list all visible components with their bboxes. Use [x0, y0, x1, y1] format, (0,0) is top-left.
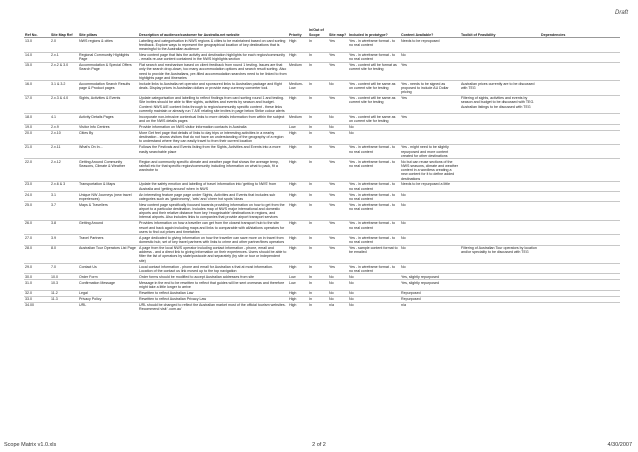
- table-cell: 2.x.11: [50, 144, 78, 158]
- table-cell: No: [328, 296, 348, 302]
- table-body: [24, 38, 620, 312]
- table-cell: Transportation & Maps: [78, 182, 138, 192]
- table-row: [24, 114, 620, 124]
- table-cell: Provide information on NWS visitor information contacts in Australia: [138, 124, 288, 130]
- table-cell: No: [348, 124, 400, 130]
- table-cell: No: [328, 280, 348, 290]
- table-cell: Low: [288, 124, 308, 130]
- table-row: [24, 144, 620, 158]
- table-cell: Rewritten to reflect Australian Privacy Law: [138, 296, 288, 302]
- table-cell: 3.1 & 3.2: [50, 81, 78, 95]
- table-cell: 2.x.12: [50, 159, 78, 182]
- table-cell: [540, 130, 620, 144]
- table-cell: Maps & Travellers: [78, 202, 138, 221]
- table-cell: 28.0: [24, 245, 50, 264]
- table-cell: NWS regions & cities: [78, 38, 138, 52]
- table-cell: High: [288, 144, 308, 158]
- table-cell: [460, 114, 540, 124]
- table-cell: Travel Partners: [78, 235, 138, 245]
- table-cell: [50, 302, 78, 312]
- table-cell: In: [308, 182, 328, 192]
- table-cell: [540, 280, 620, 290]
- table-row: [24, 95, 620, 114]
- table-cell: In: [308, 95, 328, 114]
- table-cell: n/a: [328, 302, 348, 312]
- table-cell: In: [308, 144, 328, 158]
- table-cell: Yes - in wireframe format - to no real content: [348, 221, 400, 235]
- table-cell: Yes - might need to be slightly repurposed and more content created for other destinations: [400, 144, 460, 158]
- table-cell: [460, 280, 540, 290]
- table-cell: A page from the local NWS operator including contact information - phone, email and address - and a direct link to giving information on their experiences. Users should be able to filter the list of operators by state/postcode and separately (by site or tour or independent site): [139, 246, 287, 263]
- table-cell: No: [328, 124, 348, 130]
- table-cell: In: [308, 81, 328, 95]
- table-cell: Yes: [328, 202, 348, 221]
- table-cell: 20.0: [24, 130, 50, 144]
- table-cell: No: [328, 274, 348, 280]
- table-cell: [540, 38, 620, 52]
- table-cell: Yes - in wireframe format - to no real content: [348, 202, 400, 221]
- table-cell: [460, 264, 540, 274]
- table-cell: Yes - content will be same as on current site for testing: [348, 114, 400, 124]
- table-cell: 7.0: [50, 264, 78, 274]
- table-cell: n/a: [400, 302, 460, 312]
- table-row: [24, 235, 620, 245]
- table-cell: In: [308, 296, 328, 302]
- table-cell: High: [288, 290, 308, 296]
- table-cell: Medium: [288, 62, 308, 81]
- table-cell: In: [308, 235, 328, 245]
- table-cell: In: [308, 280, 328, 290]
- table-cell: 16.0: [24, 81, 50, 95]
- column-header: Toolkit of Feasibility: [460, 28, 540, 38]
- table-cell: Yes: [328, 38, 348, 52]
- table-cell: Medium-Low: [288, 81, 308, 95]
- table-cell: [460, 202, 540, 221]
- table-cell: Yes: [328, 245, 348, 264]
- table-cell: New content page that lists the activity and destination highlights for each region/community - emails re-use content contained in the NWS highlights section: [138, 52, 288, 62]
- table-cell: 10.3: [50, 280, 78, 290]
- draft-label: Draft: [614, 10, 628, 16]
- table-cell: High: [288, 221, 308, 235]
- table-cell: Yes - in wireframe format - to no real content: [348, 52, 400, 62]
- table-cell: [540, 182, 620, 192]
- table-row: [24, 159, 620, 182]
- table-cell: In: [308, 38, 328, 52]
- table-cell: 29.0: [24, 264, 50, 274]
- table-cell: In: [308, 221, 328, 235]
- table-cell: Local contact information - phone and email for Australian s that at most information. Location of the contact us link moved up to the top navigation: [138, 264, 288, 274]
- table-cell: Flat search and mechanism based on client feedback from round 1 testing. Issues are that only the search drop-down, too many accommodation options and search result sorting. Also need to provide the Australians, pre-filled accommodation searches need to be linked to from highlights page and itineraries: [139, 63, 287, 80]
- table-cell: An interesting feature page page under Sights, Activities and Events that includes sub categories such as 'gastronomy', 'arts' and 'cheer hot spots' ideas: [138, 192, 288, 202]
- table-cell: 26.0: [24, 221, 50, 235]
- table-cell: [540, 95, 620, 114]
- table-cell: No: [400, 264, 460, 274]
- table-cell: [460, 62, 540, 81]
- table-cell: URL: [78, 302, 138, 312]
- column-header: Site pillars: [78, 28, 138, 38]
- table-cell: Yes - needs to be signed as proposed to include AU Dollar pricing: [400, 81, 460, 95]
- table-cell: In: [308, 159, 328, 182]
- table-cell: In: [308, 124, 328, 130]
- table-cell: Yes - content will be same as current site for testing: [348, 95, 400, 114]
- table-cell: [540, 192, 620, 202]
- table-cell: High: [288, 192, 308, 202]
- table-cell: [460, 130, 540, 144]
- table-cell: 8.0: [50, 245, 78, 264]
- table-cell: Yes, slightly repurposed: [400, 274, 460, 280]
- table-cell: No: [348, 296, 400, 302]
- table-cell: New content page specifically focused towards providing information on how to get from the airport to a particular destination. Includes map of NWS major international and domestic airports and their relative distance from key 'recognisable' destinations in regions, and Internal airports. Also includes links to companies that provide airport transport services: [138, 202, 288, 221]
- table-cell: Provides information on how a traveller can get from the closest transport hub to the site resort and back again including maps and links to comparable with all/stations operators for users to find out prices and timetables: [138, 221, 288, 235]
- table-cell: Incorporate non-intrusive contextual links to more details information from within the subject and on the NWS details pages: [138, 114, 288, 124]
- table-row: [24, 192, 620, 202]
- table-cell: Contact Us: [78, 264, 138, 274]
- table-cell: No: [348, 274, 400, 280]
- table-cell: Yes: [328, 264, 348, 274]
- table-cell: [460, 52, 540, 62]
- table-row: [24, 81, 620, 95]
- table-cell: 3.1: [50, 192, 78, 202]
- table-cell: Confirmation Message: [78, 280, 138, 290]
- table-cell: [460, 302, 540, 312]
- table-cell: 4.1: [50, 114, 78, 124]
- table-cell: 14.0: [24, 52, 50, 62]
- table-cell: No: [348, 290, 400, 296]
- table-cell: [540, 202, 620, 221]
- table-cell: High: [288, 130, 308, 144]
- table-cell: Filtering of sights, activities and events by season and budget to be discussed with TEG. Australian listings to be discussed with TEG: [460, 95, 540, 114]
- table-cell: No: [328, 81, 348, 95]
- table-cell: Unique NW Journeys (new travel experiences): [78, 192, 138, 202]
- column-header: Included in prototype?: [348, 28, 400, 38]
- table-row: [24, 62, 620, 81]
- table-cell: [460, 159, 540, 182]
- table-cell: Accommodation Search Results page & Product pages: [78, 81, 138, 95]
- table-row: [24, 221, 620, 235]
- table-cell: Yes: [328, 159, 348, 182]
- table-cell: Yes: [400, 95, 460, 114]
- table-cell: Yes - in wireframe format - to no real content: [348, 264, 400, 274]
- table-cell: Visitor Info Centres: [78, 124, 138, 130]
- table-cell: Regional Community Highlights Page: [78, 52, 138, 62]
- table-cell: [540, 221, 620, 235]
- table-cell: Yes: [400, 114, 460, 124]
- table-cell: 22.0: [24, 159, 50, 182]
- table-cell: [460, 192, 540, 202]
- table-cell: Filtering of Australian Tour operators by location and/or speciality to be discussed with TEG: [460, 245, 540, 264]
- table-cell: High: [288, 159, 308, 182]
- scope-matrix-table: [24, 28, 620, 312]
- table-cell: [540, 114, 620, 124]
- column-header: Site map?: [328, 28, 348, 38]
- table-cell: In: [308, 245, 328, 264]
- table-cell: Yes - in wireframe format - to no real content: [348, 38, 400, 52]
- table-cell: Privacy Policy: [78, 296, 138, 302]
- table-cell: 2.x.1: [50, 52, 78, 62]
- table-cell: 24.0: [24, 192, 50, 202]
- table-cell: Region and community specific climate and weather page that shows the average temp, rainfall etc for that specific region/community including information on what to pack, fit a wardrobe to: [138, 159, 288, 182]
- table-cell: What's On In...: [78, 144, 138, 158]
- table-cell: No but can reuse sections of the NWS seasons, climate and weather content in a wordless creating a new content for it to define added destinations: [400, 159, 460, 182]
- table-cell: 2.0: [50, 38, 78, 52]
- table-cell: Yes - in wireframe format - to no real content: [348, 159, 400, 182]
- table-cell: 17.0: [24, 95, 50, 114]
- table-cell: 21.0: [24, 144, 50, 158]
- table-cell: High: [288, 264, 308, 274]
- table-cell: Cities By: [78, 130, 138, 144]
- table-cell: In: [308, 52, 328, 62]
- table-cell: High: [288, 235, 308, 245]
- column-header: Content Available?: [400, 28, 460, 38]
- table-cell: [460, 144, 540, 158]
- table-cell: 2.x.6 & 3: [50, 182, 78, 192]
- table-cell: Yes: [328, 144, 348, 158]
- table-cell: [540, 235, 620, 245]
- table-cell: 13.0: [24, 38, 50, 52]
- table-cell: High: [288, 296, 308, 302]
- table-cell: 32.0: [24, 290, 50, 296]
- table-cell: 11.2: [50, 290, 78, 296]
- table-cell: 31.0: [24, 280, 50, 290]
- table-cell: No: [348, 280, 400, 290]
- table-row: [24, 52, 620, 62]
- column-header: Ref No.: [24, 28, 50, 38]
- table-cell: Yes: [328, 95, 348, 114]
- footer-date: 4/30/2007: [607, 442, 632, 448]
- table-cell: No: [348, 302, 400, 312]
- table-cell: High: [288, 202, 308, 221]
- table-row: [24, 280, 620, 290]
- table-cell: In: [308, 130, 328, 144]
- table-cell: High: [288, 245, 308, 264]
- table-cell: Yes: [328, 192, 348, 202]
- table-cell: Yes: [328, 182, 348, 192]
- table-row: [24, 264, 620, 274]
- table-cell: Getting Around: [78, 221, 138, 235]
- table-cell: Yes: [328, 235, 348, 245]
- table-cell: Yes - content will be format as current site for testing: [348, 62, 400, 81]
- table-cell: 2.x.2 & 3.0: [50, 62, 78, 81]
- table-cell: No: [400, 245, 460, 264]
- table-cell: Rewritten to reflect Australian Law: [138, 290, 288, 296]
- table-cell: No: [400, 52, 460, 62]
- table-cell: [540, 81, 620, 95]
- table-cell: Activity Details Pages: [78, 114, 138, 124]
- table-cell: 34.00: [24, 302, 50, 312]
- table-cell: [400, 130, 460, 144]
- table-cell: High: [288, 52, 308, 62]
- column-header: Dependencies: [540, 28, 620, 38]
- table-cell: [460, 221, 540, 235]
- table-cell: Yes: [328, 130, 348, 144]
- table-cell: In: [308, 290, 328, 296]
- table-cell: Message in the end to be rewritten to reflect that guides will be sent overseas and therefore might take a little longer to arrive: [138, 280, 288, 290]
- table-cell: Australian prices currently are to be discussed with TEG: [460, 81, 540, 95]
- table-cell: Yes, slightly repurposed: [400, 280, 460, 290]
- table-cell: Repurposed: [400, 290, 460, 296]
- table-cell: Follows the Festivals and Events listing from the Sights, Activities and Events into a more easily searchable place: [138, 144, 288, 158]
- table-cell: No: [400, 221, 460, 235]
- table-cell: [540, 245, 620, 264]
- table-cell: Yes: [328, 62, 348, 81]
- table-cell: [460, 38, 540, 52]
- table-cell: Yes: [328, 221, 348, 235]
- table-cell: High: [288, 182, 308, 192]
- scope-matrix-sheet: [24, 28, 620, 312]
- table-cell: No: [348, 130, 400, 144]
- table-cell: In: [308, 114, 328, 124]
- footer-page-number: 2 of 2: [312, 442, 326, 448]
- table-cell: Yes - in wireframe format - to no real content: [348, 192, 400, 202]
- table-cell: In: [308, 302, 328, 312]
- table-cell: [540, 159, 620, 182]
- table-cell: 2.x.10: [50, 130, 78, 144]
- table-cell: [540, 52, 620, 62]
- table-cell: Yes - in wireframe format - to no real content: [348, 144, 400, 158]
- table-cell: High: [288, 38, 308, 52]
- table-cell: 27.0: [24, 235, 50, 245]
- table-cell: Getting Around Community Seasons, Climate & Weather: [78, 159, 138, 182]
- table-cell: Yes - content will be same as on current site for testing: [348, 81, 400, 95]
- table-cell: [540, 144, 620, 158]
- table-cell: Legal: [78, 290, 138, 296]
- table-cell: In: [308, 264, 328, 274]
- table-cell: In: [308, 192, 328, 202]
- table-cell: [460, 182, 540, 192]
- table-cell: 25.0: [24, 202, 50, 221]
- table-cell: Sights, Activities & Events: [78, 95, 138, 114]
- table-cell: No: [328, 114, 348, 124]
- table-cell: Needs to be repurposed a little: [400, 182, 460, 192]
- table-cell: [540, 264, 620, 274]
- table-cell: A page dedicated to giving information on how the traveller can save more on in travel from domestic hub, set of key travel partners with links to crime and other partner/lines operators: [138, 235, 288, 245]
- table-cell: Low: [288, 280, 308, 290]
- table-cell: No: [328, 290, 348, 296]
- table-cell: No: [400, 192, 460, 202]
- table-cell: Update the safety emotion and labelling of travel information into 'getting to NWS' from Australia and 'getting around' when in NWS: [138, 182, 288, 192]
- table-cell: 10.0: [50, 274, 78, 280]
- table-cell: Order Form: [78, 274, 138, 280]
- table-cell: 3.9: [50, 235, 78, 245]
- column-header: Site Map Ref: [50, 28, 78, 38]
- column-header: Priority: [288, 28, 308, 38]
- table-cell: No: [400, 202, 460, 221]
- table-cell: Labelling and categorisation in NWS regions & cities to be maintained based on card sorting feedback. Explore ways to represent the geographical location of key destinations that is meaningful to the Australian audience: [138, 38, 288, 52]
- table-cell: Yes - in wireframe format - to no real content: [348, 182, 400, 192]
- table-cell: No: [400, 235, 460, 245]
- table-cell: 19.0: [24, 124, 50, 130]
- table-cell: URL should be changed to reflect the Australian market most of the official tourism websites. Recommend visit '.com.au': [138, 302, 288, 312]
- table-cell: Yes - sample content format to be emailed: [348, 245, 400, 264]
- table-row: [24, 245, 620, 264]
- table-cell: [540, 302, 620, 312]
- table-cell: Yes - in wireframe format - to no real content: [348, 235, 400, 245]
- table-cell: Needs to be reproposed: [400, 38, 460, 52]
- table-cell: 11.3: [50, 296, 78, 302]
- table-cell: 23.0: [24, 182, 50, 192]
- table-cell: In: [308, 62, 328, 81]
- column-header: Description of audience/customer for Australia.net website: [138, 28, 288, 38]
- table-cell: Yes: [400, 62, 460, 81]
- table-cell: In: [308, 274, 328, 280]
- table-cell: In: [308, 202, 328, 221]
- column-header: In/Out of Scope: [308, 28, 328, 38]
- header-row: [24, 28, 620, 38]
- table-cell: Update categorisation and labelling to reflect findings from card sorting round 1 and testing. Site invites should be able to filter sights, activities and events by season and budget. Content: NWS A/E content links through to region/community specific content - these links currently maintain or already run 7 A/E relating site invites in page below Strike colour alerts: [138, 95, 288, 114]
- table-cell: 18.0: [24, 114, 50, 124]
- table-cell: Include links to Australia.net operator and sponsored links to Australian package and flight deals. Display prices in Australian dollars or provide easy currency converter tool.: [138, 81, 288, 95]
- table-row: [24, 202, 620, 221]
- table-cell: Accommodation & Special Offers Search Page: [78, 62, 138, 81]
- table-cell: Medium: [288, 114, 308, 124]
- footer-filename: Scope Matrix v1.0.xls: [4, 442, 57, 448]
- table-cell: Australian Tour Operators List Page: [78, 245, 138, 264]
- table-cell: Repurposed: [400, 296, 460, 302]
- table-cell: 30.0: [24, 274, 50, 280]
- table-cell: High: [288, 95, 308, 114]
- table-cell: 15.0: [24, 62, 50, 81]
- table-cell: High: [288, 302, 308, 312]
- table-cell: 33.0: [24, 296, 50, 302]
- table-cell: 3.7: [50, 202, 78, 221]
- table-cell: 3.8: [50, 221, 78, 235]
- table-cell: [460, 235, 540, 245]
- table-row: [24, 130, 620, 144]
- table-cell: More Get feel page that details of links to day trips or interesting activities in a nearby destination - shows visitors that do not have an understanding of the geography of a region to understand where they can easily travel to from their current location: [138, 130, 288, 144]
- table-cell: [540, 62, 620, 81]
- table-cell: Order forms should be modified to accept Australian addresses from site: [138, 274, 288, 280]
- table-row: [24, 182, 620, 192]
- table-row: [24, 302, 620, 312]
- table-cell: 2.x.9: [50, 124, 78, 130]
- table-cell: Yes: [328, 52, 348, 62]
- table-cell: Low: [288, 274, 308, 280]
- table-cell: 2.x.3 & 4.0: [50, 95, 78, 114]
- table-row: [24, 38, 620, 52]
